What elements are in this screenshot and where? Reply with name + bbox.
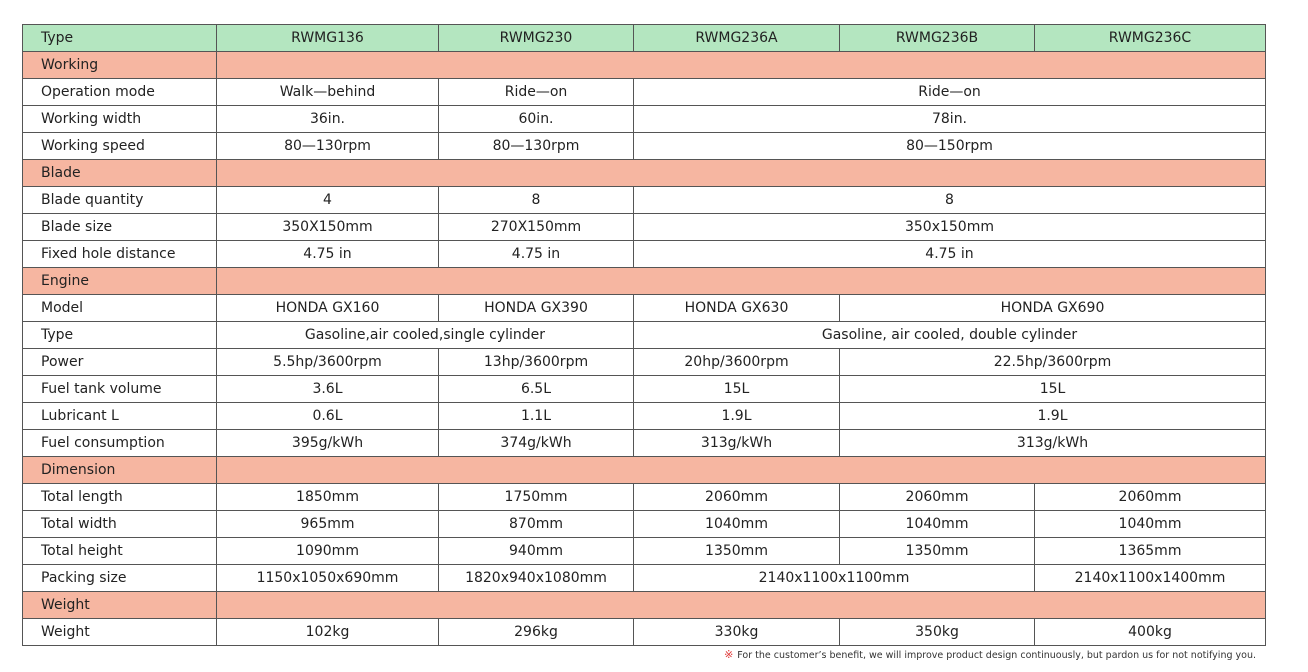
header-model-rwmg230: RWMG230 [439,25,634,52]
cell-value: 940mm [439,538,634,565]
row-label: Total height [23,538,217,565]
section-row-engine [23,268,1266,295]
cell-value: Ride—on [439,79,634,106]
section-title-engine: Engine [23,268,217,295]
row-label: Lubricant L [23,403,217,430]
cell-value: 8 [634,187,1266,214]
row-label: Power [23,349,217,376]
cell-value: 1150x1050x690mm [217,565,439,592]
section-title-weight: Weight [23,592,217,619]
cell-value: 8 [439,187,634,214]
cell-value: 4.75 in [634,241,1266,268]
cell-value: Walk—behind [217,79,439,106]
cell-value: Gasoline, air cooled, double cylinder [634,322,1266,349]
row-label: Fuel consumption [23,430,217,457]
cell-value: 80—150rpm [634,133,1266,160]
cell-value: 5.5hp/3600rpm [217,349,439,376]
row-label: Weight [23,619,217,646]
cell-value: 296kg [439,619,634,646]
cell-value: 1090mm [217,538,439,565]
cell-value: 4.75 in [217,241,439,268]
cell-value: 1350mm [840,538,1035,565]
cell-value: 1.9L [840,403,1266,430]
cell-value: 15L [634,376,840,403]
row-label: Total width [23,511,217,538]
row-label: Total length [23,484,217,511]
table-row-lubricant [23,403,1266,430]
table-row-blade-quantity [23,187,1266,214]
table-row-operation-mode [23,79,1266,106]
header-model-rwmg136: RWMG136 [217,25,439,52]
cell-value: 2140x1100x1400mm [1035,565,1266,592]
cell-value: 395g/kWh [217,430,439,457]
header-model-rwmg236c: RWMG236C [1035,25,1266,52]
cell-value: 15L [840,376,1266,403]
cell-value: 80—130rpm [217,133,439,160]
table-row-total-height [23,538,1266,565]
cell-value: 2060mm [1035,484,1266,511]
section-title-working: Working [23,52,217,79]
cell-value: 22.5hp/3600rpm [840,349,1266,376]
section-fill [217,592,1266,619]
cell-value: 330kg [634,619,840,646]
row-label: Fuel tank volume [23,376,217,403]
cell-value: 1350mm [634,538,840,565]
table-row-total-length [23,484,1266,511]
cell-value: 350x150mm [634,214,1266,241]
cell-value: 4.75 in [439,241,634,268]
cell-value: HONDA GX630 [634,295,840,322]
cell-value: HONDA GX160 [217,295,439,322]
cell-value: 2060mm [634,484,840,511]
section-row-weight [23,592,1266,619]
row-label: Type [23,322,217,349]
section-row-working [23,52,1266,79]
cell-value: 270X150mm [439,214,634,241]
table-row-model [23,295,1266,322]
cell-value: 2060mm [840,484,1035,511]
section-row-dimension [23,457,1266,484]
row-label: Working speed [23,133,217,160]
cell-value: 1.1L [439,403,634,430]
table-row-packing-size [23,565,1266,592]
header-type-label: Type [23,25,217,52]
cell-value: 13hp/3600rpm [439,349,634,376]
cell-value: Ride—on [634,79,1266,106]
reference-mark-icon: ※ [724,648,734,661]
cell-value: 80—130rpm [439,133,634,160]
table-row-fuel-consumption [23,430,1266,457]
section-title-dimension: Dimension [23,457,217,484]
footnote-text: For the customer’s benefit, we will improve product design continuously, but pardon us for not notifying you. [737,650,1256,661]
section-fill [217,268,1266,295]
cell-value: 1.9L [634,403,840,430]
cell-value: 1750mm [439,484,634,511]
cell-value: 313g/kWh [634,430,840,457]
cell-value: 1365mm [1035,538,1266,565]
cell-value: HONDA GX690 [840,295,1266,322]
row-label: Packing size [23,565,217,592]
section-title-blade: Blade [23,160,217,187]
section-fill [217,160,1266,187]
cell-value: 400kg [1035,619,1266,646]
cell-value: 78in. [634,106,1266,133]
cell-value: 870mm [439,511,634,538]
row-label: Blade quantity [23,187,217,214]
cell-value: 102kg [217,619,439,646]
cell-value: HONDA GX390 [439,295,634,322]
cell-value: 1040mm [1035,511,1266,538]
cell-value: 20hp/3600rpm [634,349,840,376]
cell-value: 1040mm [634,511,840,538]
table-header-row [23,25,1266,52]
cell-value: 1040mm [840,511,1035,538]
table-row-blade-size [23,214,1266,241]
section-fill [217,457,1266,484]
table-row-fuel-tank-volume [23,376,1266,403]
row-label: Fixed hole distance [23,241,217,268]
cell-value: 350kg [840,619,1035,646]
cell-value: 350X150mm [217,214,439,241]
cell-value: Gasoline,air cooled,single cylinder [217,322,634,349]
cell-value: 374g/kWh [439,430,634,457]
cell-value: 0.6L [217,403,439,430]
table-row-total-width [23,511,1266,538]
row-label: Blade size [23,214,217,241]
section-row-blade [23,160,1266,187]
table-row-working-speed [23,133,1266,160]
cell-value: 1820x940x1080mm [439,565,634,592]
cell-value: 4 [217,187,439,214]
header-model-rwmg236b: RWMG236B [840,25,1035,52]
cell-value: 3.6L [217,376,439,403]
header-model-rwmg236a: RWMG236A [634,25,840,52]
cell-value: 60in. [439,106,634,133]
cell-value: 6.5L [439,376,634,403]
table-row-fixed-hole-distance [23,241,1266,268]
cell-value: 313g/kWh [840,430,1266,457]
footnote [724,648,1256,661]
cell-value: 1850mm [217,484,439,511]
section-fill [217,52,1266,79]
cell-value: 36in. [217,106,439,133]
row-label: Operation mode [23,79,217,106]
row-label: Working width [23,106,217,133]
table-row-weight [23,619,1266,646]
cell-value: 965mm [217,511,439,538]
spec-table [22,24,1266,646]
table-row-power [23,349,1266,376]
cell-value: 2140x1100x1100mm [634,565,1035,592]
table-row-working-width [23,106,1266,133]
table-row-engine-type [23,322,1266,349]
row-label: Model [23,295,217,322]
